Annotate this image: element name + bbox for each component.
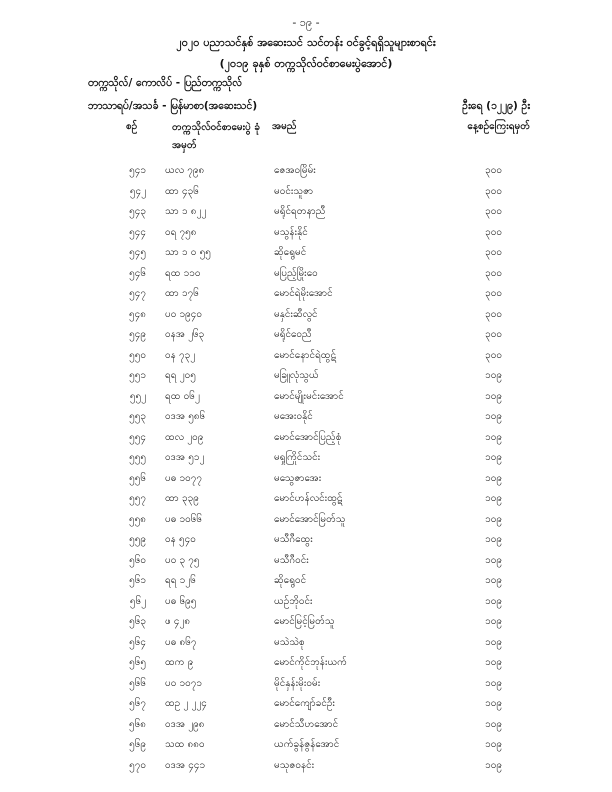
roll-number: ပဓ ၈၆၇ xyxy=(165,636,197,648)
table-row xyxy=(0,676,612,697)
roll-number: ထာ ၁၇၆ xyxy=(165,288,199,299)
fee-value: ၁၀၉ xyxy=(485,472,502,484)
fee-value: ၃၀၀ xyxy=(485,226,502,238)
fee-value: ၃၀၀ xyxy=(485,267,502,279)
roll-number: ပဝ ၁၉၄၀ xyxy=(165,308,202,320)
student-name: မသဲသဲစု xyxy=(274,636,305,648)
table-row xyxy=(0,655,612,676)
row-number: ၅၆၂ xyxy=(129,595,146,607)
row-number: ၅၅၆ xyxy=(129,472,146,484)
table-row xyxy=(0,532,612,553)
student-name: ဇေအဝမြိမ်း xyxy=(274,165,316,176)
row-number: ၅၄၉ xyxy=(129,329,146,340)
row-number: ၅၅၂ xyxy=(129,390,146,402)
table-row xyxy=(0,758,612,779)
fee-value: ၁၀၉ xyxy=(485,759,502,771)
roll-number: ဝဒအ ၅၈၆ xyxy=(165,411,206,422)
table-row xyxy=(0,184,612,205)
table-row xyxy=(0,368,612,389)
fee-value: ၁၀၉ xyxy=(485,513,502,525)
fee-value: ၁၀၉ xyxy=(485,595,502,607)
fee-value: ၁၀၉ xyxy=(485,452,502,463)
student-name: မသီဂီဝင်း xyxy=(274,554,309,566)
row-number: ၅၅၅ xyxy=(129,452,146,463)
table-row xyxy=(0,348,612,369)
quota-label: ဦးရေ (၁၂၂၉) ဦး xyxy=(462,100,530,112)
document-subtitle: (၂၀၁၉ ခုနှစ် တက္ကသိုလ်ဝင်စာမေးပွဲအောင်) xyxy=(219,57,393,70)
row-number: ၅၄၁ xyxy=(129,165,146,176)
fee-value: ၁၀၉ xyxy=(485,534,502,545)
table-row xyxy=(0,471,612,492)
student-name: မောင်သီဟအောင် xyxy=(274,718,339,730)
table-row xyxy=(0,204,612,225)
row-number: ၅၅၉ xyxy=(129,534,146,545)
department-label: တက္ကသိုလ်/ ကောလိပ် - ပြည်တက္ကသိုလ် xyxy=(88,77,243,89)
student-name: မသွေဇာအေး xyxy=(274,472,322,484)
fee-value: ၁၀၉ xyxy=(485,390,502,402)
table-row xyxy=(0,594,612,615)
fee-value: ၃၀၀ xyxy=(485,247,502,258)
student-name: ယက်ခွန်ဇွန်အောင် xyxy=(274,739,340,750)
student-name: ဆိုရွေဝင် xyxy=(274,575,307,586)
row-number: ၅၅၄ xyxy=(129,431,146,443)
table-row xyxy=(0,491,612,512)
row-number: ၅၅၀ xyxy=(129,349,146,361)
student-name: မရှုကြိုင်သင်း xyxy=(274,452,321,463)
student-name: မဝင်းသူဇာ xyxy=(274,185,314,197)
row-number: ၅၄၃ xyxy=(129,206,146,217)
student-name: မသွန်းနိုင် xyxy=(274,226,308,238)
fee-value: ၁၀၉ xyxy=(485,636,502,648)
student-name: ယဉ်ဘိုဝင်း xyxy=(274,595,313,607)
row-number: ၅၅၇ xyxy=(129,493,146,504)
student-name: မောင်အောင်မြတ်သူ xyxy=(274,513,346,525)
row-number: ၅၆၈ xyxy=(129,718,146,730)
column-header-roll: တက္ကသိုလ်ဝင်စာမေးပွဲ ခုံအမှတ် xyxy=(172,122,260,151)
row-number: ၅၄၈ xyxy=(129,308,146,320)
column-headers xyxy=(0,119,612,159)
page-number: - ၁၉ - xyxy=(292,16,320,29)
student-name: မရိုင်ရတနာညီ xyxy=(274,206,326,217)
student-name: မောင်ကျော်ခင်ဦး xyxy=(274,698,335,709)
row-number: ၅၅၃ xyxy=(129,411,146,422)
row-number: ၅၆၆ xyxy=(129,677,146,689)
row-number: ၅၆၀ xyxy=(129,554,146,566)
row-number: ၅၆၁ xyxy=(129,575,146,586)
student-name: မောင်ကိုင်ဘုန်းယက် xyxy=(274,657,347,668)
table-row xyxy=(0,245,612,266)
row-number: ၅၄၇ xyxy=(129,288,146,299)
fee-value: ၁၀၉ xyxy=(485,370,502,381)
student-name: မောင်ဟန်လင်းထွဋ် xyxy=(274,493,343,504)
table-row xyxy=(0,696,612,717)
row-number: ၅၄၅ xyxy=(129,247,146,258)
student-name: မအေးဝနိုင် xyxy=(274,411,313,422)
fee-value: ၁၀၉ xyxy=(485,616,502,627)
roll-number: ထက ၉ xyxy=(165,657,194,668)
table-row xyxy=(0,409,612,430)
column-header-fee: နေ့စဉ်ကြေးရမှတ် xyxy=(467,121,530,132)
row-number: ၅၆၃ xyxy=(129,616,146,627)
roll-number: ပဓ ၁၀၇၇ xyxy=(165,472,203,484)
student-name: မသီဂီထွေး xyxy=(274,534,313,545)
roll-number: ရရ ၁၂၆ xyxy=(165,575,196,586)
student-name: မောင်အောင်ပြည့်စုံ xyxy=(274,431,342,443)
table-row xyxy=(0,614,612,635)
row-number: ၅၄၄ xyxy=(129,226,146,238)
roll-number: ထာ ၄၃၆ xyxy=(165,185,199,197)
fee-value: ၁၀၉ xyxy=(485,431,502,443)
student-table xyxy=(0,163,612,778)
student-name: မောင်မျိုးမင်းအောင် xyxy=(274,390,344,402)
fee-value: ၁၀၉ xyxy=(485,698,502,709)
table-row xyxy=(0,163,612,184)
row-number: ၅၅၁ xyxy=(129,370,146,381)
roll-number: ပဓ ၆၉၅ xyxy=(165,595,197,607)
student-name: မရိုင်ဝေညီ xyxy=(274,329,312,340)
student-name: မောင်မြင့်မြတ်သူ xyxy=(274,616,335,627)
fee-value: ၁၀၉ xyxy=(485,554,502,566)
roll-number: သထ ၈၈၀ xyxy=(165,739,205,750)
student-name: မသုဇ၀နင်း xyxy=(274,759,315,771)
table-row xyxy=(0,450,612,471)
fee-value: ၃၀၀ xyxy=(485,288,502,299)
roll-number: ဝရ ၇၅၈ xyxy=(165,226,197,238)
table-row xyxy=(0,737,612,758)
student-name: ဆိုရွေမင် xyxy=(274,247,307,258)
roll-number: ဝန ၇၃၂ xyxy=(165,349,196,361)
row-number: ၅၆၉ xyxy=(129,739,146,750)
column-header-no: စဉ် xyxy=(126,121,138,132)
roll-number: ဝဒအ ၅၁၂ xyxy=(165,452,205,463)
roll-number: ထာ ၃၃၉ xyxy=(165,493,199,504)
roll-number: ဖ ၄၂၈ xyxy=(165,616,191,627)
table-row xyxy=(0,307,612,328)
roll-number: ပဝ ၃ ၇၅ xyxy=(165,554,200,566)
fee-value: ၃၀၀ xyxy=(485,349,502,361)
table-row xyxy=(0,573,612,594)
student-name: မောင်ရဲမိုးအောင် xyxy=(274,288,333,299)
student-name: မပြည့်မြိုးဝေ xyxy=(274,267,318,279)
student-name: မနှင်းဆီလွင် xyxy=(274,308,318,320)
roll-number: ပဓ ၁၀၆၆ xyxy=(165,513,203,525)
roll-number: ပဝ ၁၀၇၁ xyxy=(165,677,202,689)
table-row xyxy=(0,225,612,246)
row-number: ၅၄၆ xyxy=(129,267,146,279)
table-row xyxy=(0,327,612,348)
student-name: မောင်နောင်ရဲထွဋ် xyxy=(274,349,337,361)
fee-value: ၁၀၉ xyxy=(485,411,502,422)
field-label: ဘာသာရပ်/အသင်္ခ - မြန်မာစာ(အဆေးသင်) xyxy=(88,100,258,112)
student-name: မခြူလုံသွယ် xyxy=(274,370,319,381)
fee-value: ၁၀၉ xyxy=(485,657,502,668)
row-number: ၅၅၈ xyxy=(129,513,146,525)
roll-number: ရရ ၂၀၅ xyxy=(165,370,196,381)
fee-value: ၃၀၀ xyxy=(485,329,502,340)
table-row xyxy=(0,512,612,533)
roll-number: ယလ ၇၉၈ xyxy=(165,165,205,176)
fee-value: ၁၀၉ xyxy=(485,718,502,730)
table-row xyxy=(0,430,612,451)
roll-number: ဝဒအ ၄၄၁ xyxy=(165,759,206,771)
roll-number: ဝဒအ ၂၉၈ xyxy=(165,718,205,730)
table-row xyxy=(0,266,612,287)
table-row xyxy=(0,635,612,656)
fee-value: ၁၀၉ xyxy=(485,677,502,689)
student-name: မိုင်နှန်းမိုးဝမ်း xyxy=(274,677,321,689)
row-number: ၅၇၀ xyxy=(129,759,146,771)
fee-value: ၁၀၉ xyxy=(485,575,502,586)
row-number: ၅၆၅ xyxy=(129,657,146,668)
fee-value: ၃၀၀ xyxy=(485,308,502,320)
table-row xyxy=(0,553,612,574)
roll-number: သာ ၁ ၈၂၂ xyxy=(165,206,207,217)
table-row xyxy=(0,717,612,738)
column-header-name: အမည် xyxy=(272,121,297,132)
fee-value: ၃၀၀ xyxy=(485,185,502,197)
roll-number: ထဥ ၂ ၂၂၄ xyxy=(165,698,207,709)
row-number: ၅၆၄ xyxy=(129,636,146,648)
document-title: ၂၀၂၀ ပညာသင်နှစ် အဆေးသင် သင်တန်း ဝင်ခွင့်ရရှိသူများစာရင်း xyxy=(176,36,436,49)
fee-value: ၃၀၀ xyxy=(485,165,502,176)
fee-value: ၁၀၉ xyxy=(485,493,502,504)
fee-value: ၁၀၉ xyxy=(485,739,502,750)
table-row xyxy=(0,286,612,307)
roll-number: ရထ ၁၁၀ xyxy=(165,267,201,279)
roll-number: ဝန ၅၄၀ xyxy=(165,534,196,545)
row-number: ၅၆၇ xyxy=(129,698,146,709)
roll-number: ဝနအ ၂၆၃ xyxy=(165,329,205,340)
roll-number: ရထ ၀၆၂ xyxy=(165,390,200,402)
roll-number: သာ ၁ ၀ ၅၅ xyxy=(165,247,211,258)
roll-number: ထလ ၂၀၉ xyxy=(165,431,204,443)
row-number: ၅၄၂ xyxy=(129,185,146,197)
fee-value: ၃၀၀ xyxy=(485,206,502,217)
table-row xyxy=(0,389,612,410)
